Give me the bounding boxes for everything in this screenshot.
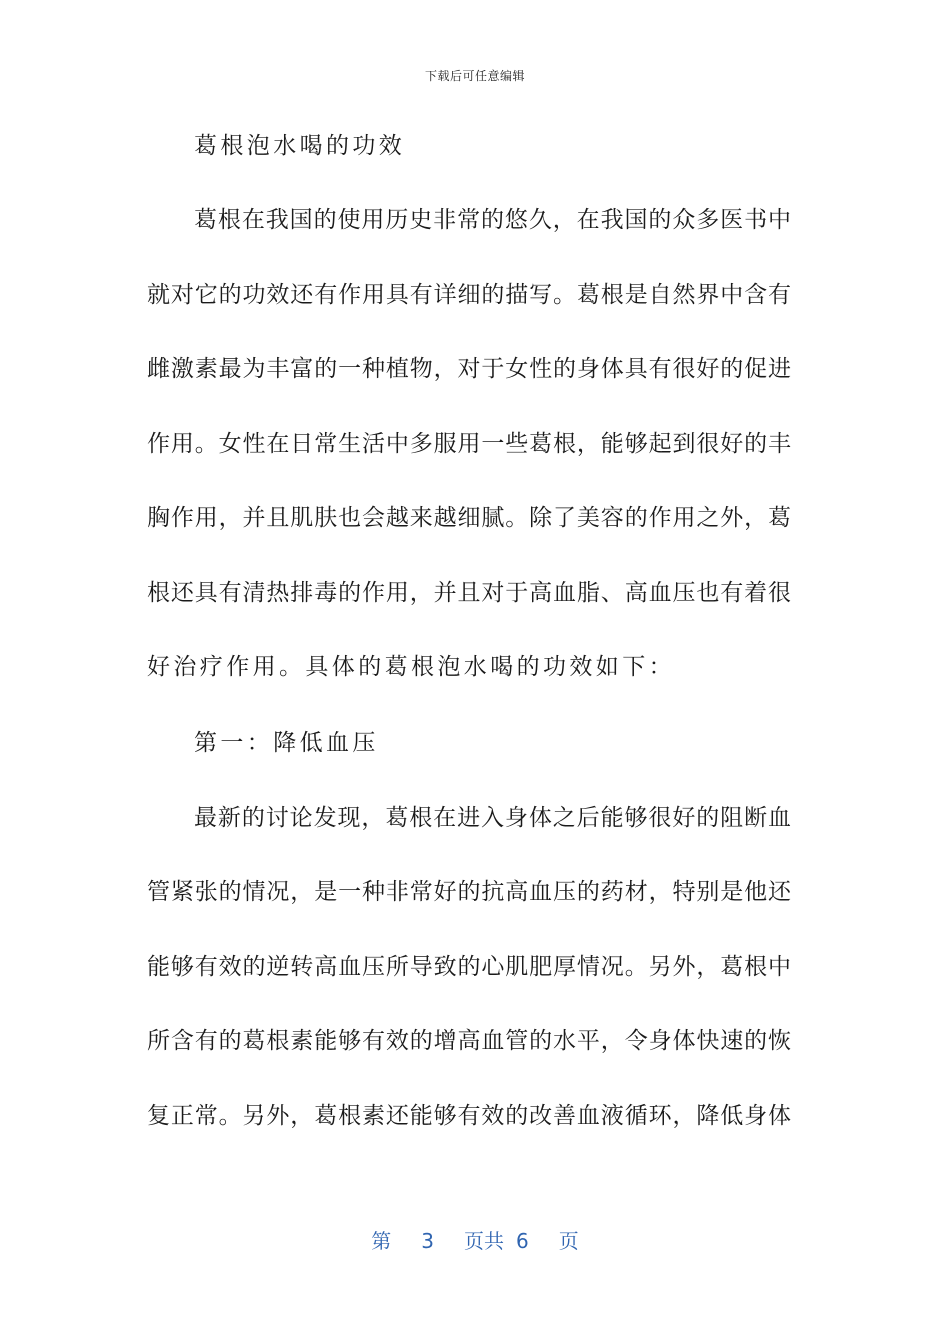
footer-middle: 页共	[464, 1229, 504, 1253]
paragraph-line: 根还具有清热排毒的作用，并且对于高血脂、高血压也有着很	[147, 580, 791, 606]
footer-total-pages: 6	[516, 1229, 529, 1253]
paragraph-line: 雌激素最为丰富的一种植物，对于女性的身体具有很好的促进	[147, 356, 791, 382]
paragraph-line: 所含有的葛根素能够有效的增高血管的水平，令身体快速的恢	[147, 1028, 791, 1054]
paragraph-line: 最新的讨论发现，葛根在进入身体之后能够很好的阻断血	[194, 805, 791, 831]
footer-suffix: 页	[558, 1229, 579, 1253]
paragraph-line: 就对它的功效还有作用具有详细的描写。葛根是自然界中含有	[147, 282, 791, 308]
footer-current-page: 3	[421, 1229, 434, 1253]
footer-prefix: 第	[371, 1229, 392, 1253]
section-heading: 第一：降低血压	[194, 730, 379, 756]
document-title: 葛根泡水喝的功效	[194, 133, 406, 159]
paragraph-line: 胸作用，并且肌肤也会越来越细腻。除了美容的作用之外，葛	[147, 505, 791, 531]
header-note: 下载后可任意编辑	[424, 69, 525, 83]
paragraph-line: 葛根在我国的使用历史非常的悠久，在我国的众多医书中	[194, 207, 791, 233]
paragraph-line: 能够有效的逆转高血压所导致的心肌肥厚情况。另外，葛根中	[147, 954, 791, 980]
paragraph-line: 作用。女性在日常生活中多服用一些葛根，能够起到很好的丰	[147, 431, 791, 457]
page-footer	[0, 1225, 950, 1254]
paragraph-line: 好治疗作用。具体的葛根泡水喝的功效如下：	[147, 654, 675, 680]
paragraph-line: 复正常。另外，葛根素还能够有效的改善血液循环，降低身体	[147, 1103, 791, 1129]
paragraph-line: 管紧张的情况，是一种非常好的抗高血压的药材，特别是他还	[147, 879, 791, 905]
